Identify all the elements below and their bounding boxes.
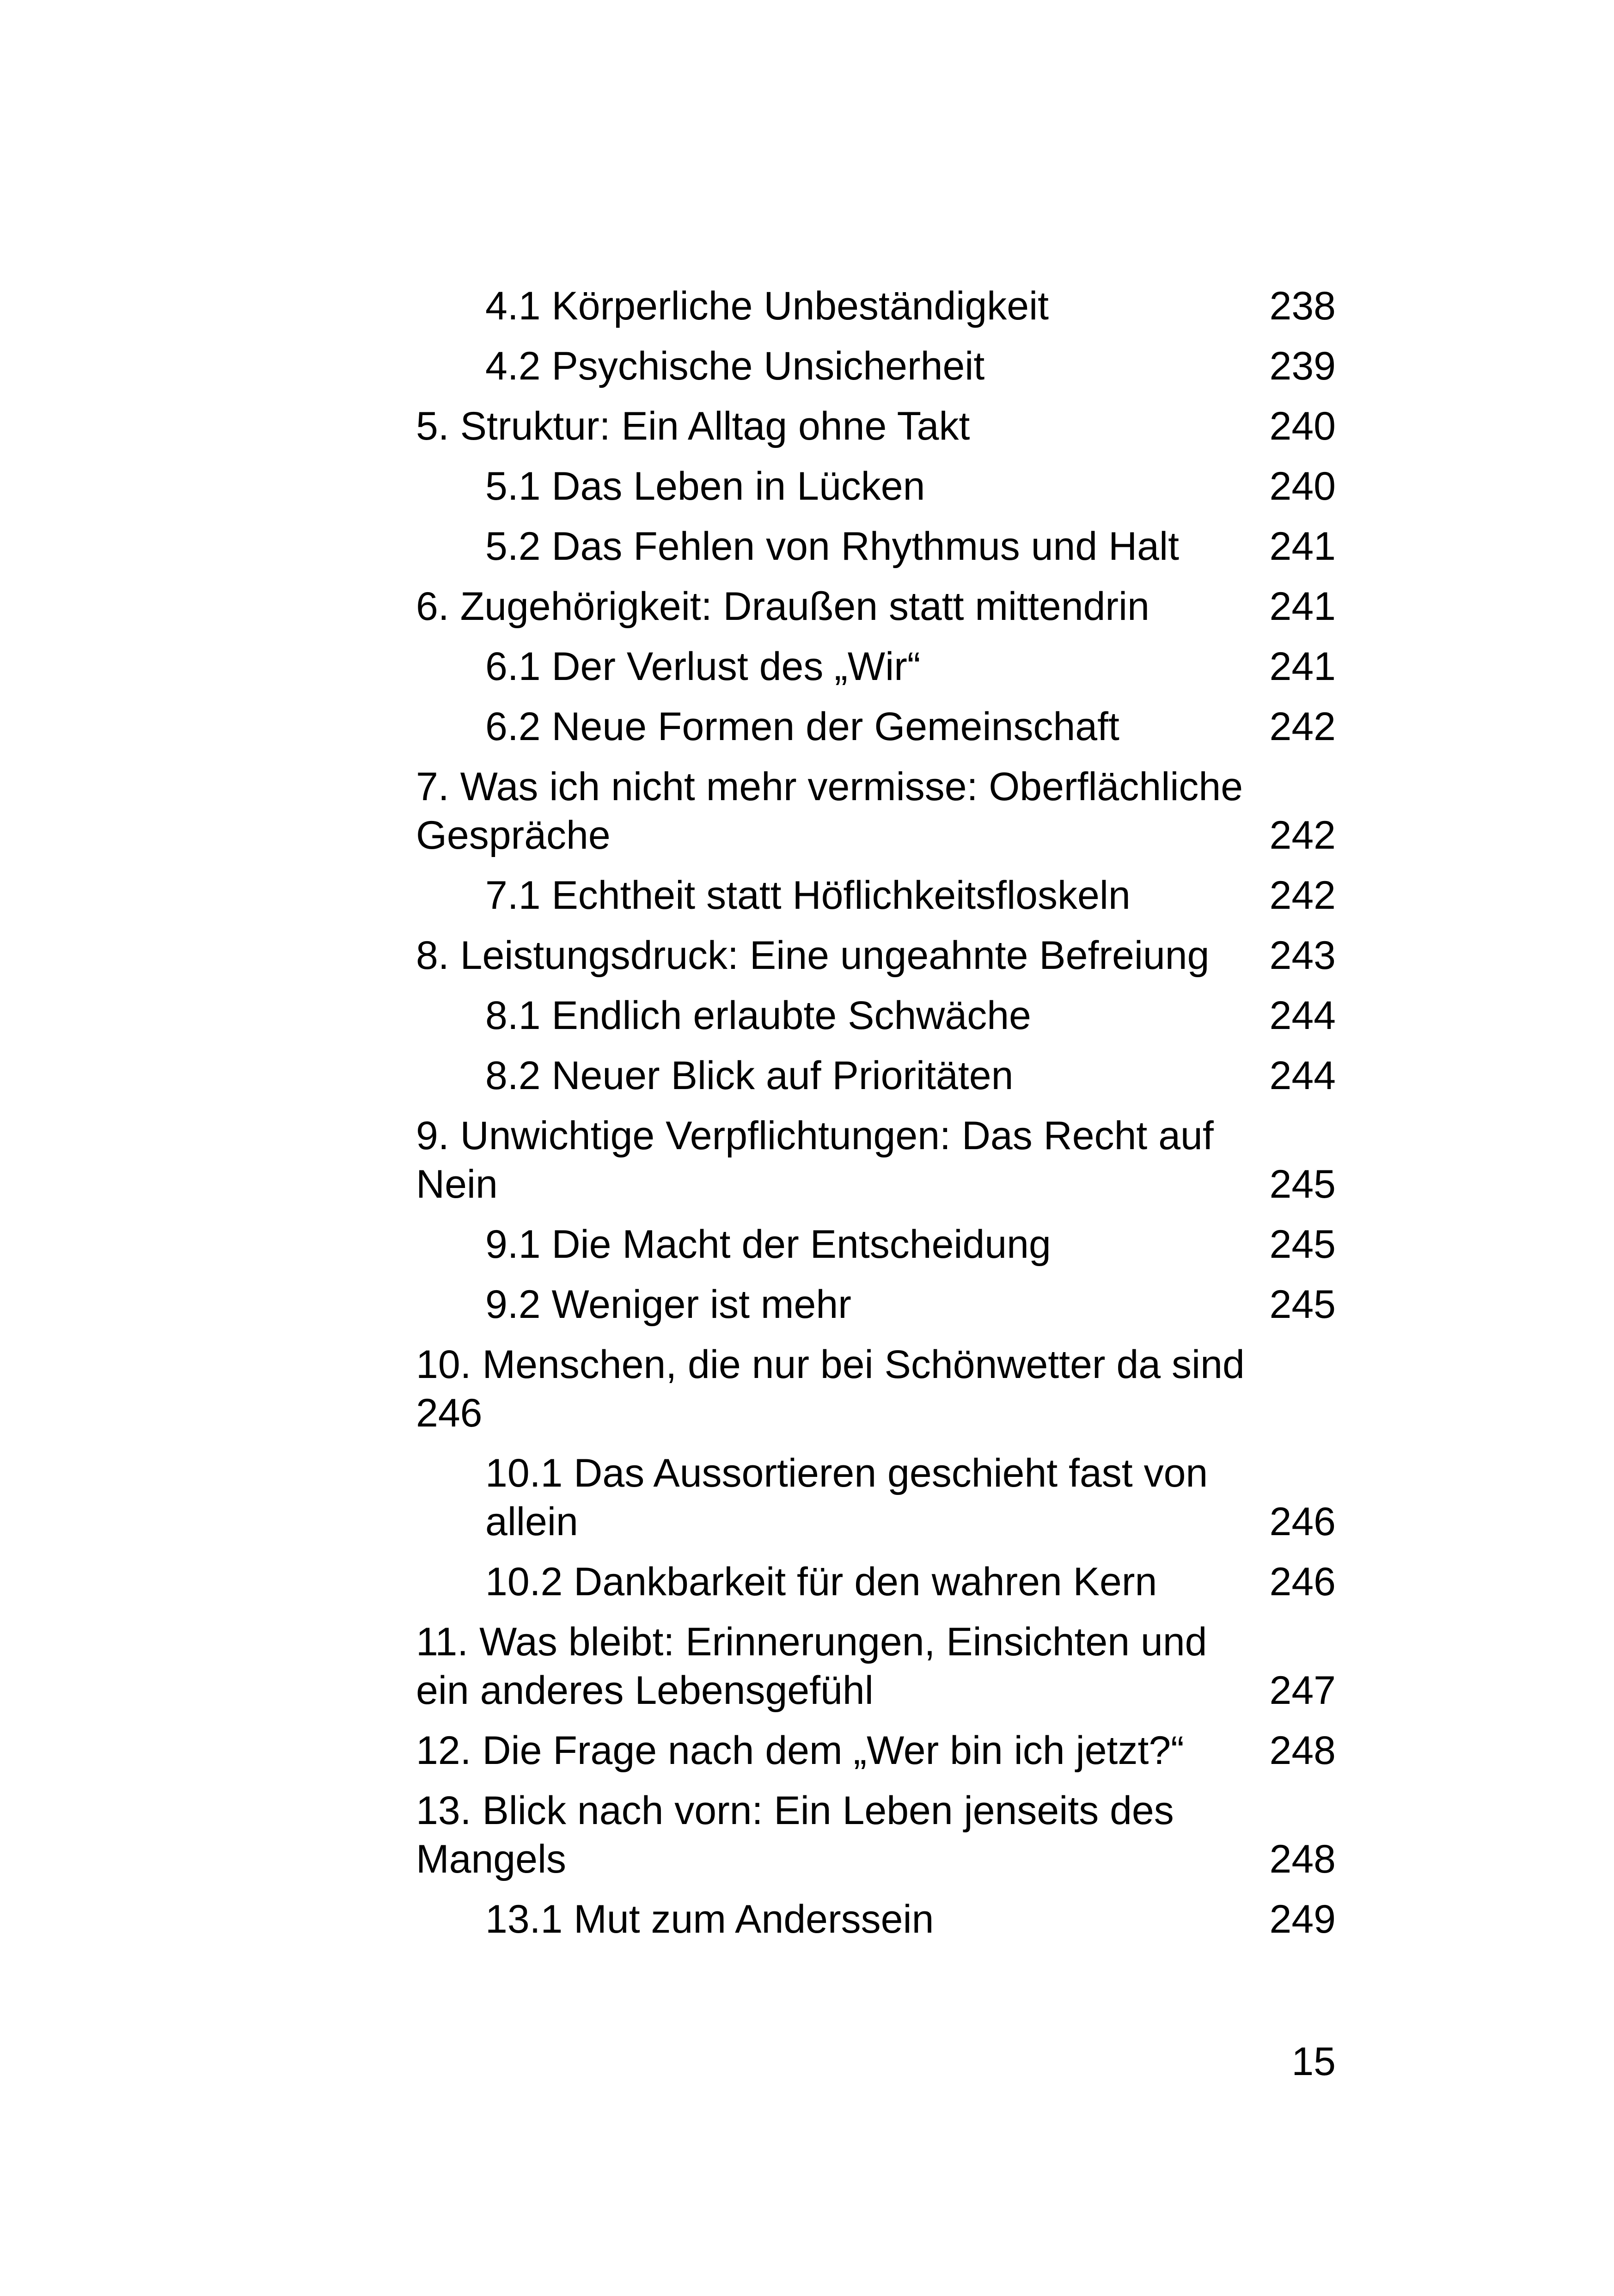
toc-entry-page: 241: [1269, 644, 1336, 689]
toc-entry-page: 241: [1269, 584, 1336, 629]
toc-entry-title: 7. Was ich nicht mehr vermisse: Oberflächliche Gespräche: [416, 765, 1243, 857]
toc-entry-page: 240: [1269, 464, 1336, 508]
toc-entry: [485, 1449, 1336, 1546]
toc-entry-page: 240: [1269, 404, 1336, 448]
toc-entry-title: 13.1 Mut zum Anderssein: [485, 1897, 934, 1941]
toc-entry-page: 244: [1269, 1053, 1336, 1098]
toc-entry-page: 238: [1269, 284, 1336, 328]
toc-entry-page: 241: [1269, 524, 1336, 569]
toc-entry-page: 246: [1269, 1500, 1336, 1544]
toc-entry-title: 4.1 Körperliche Unbeständigkeit: [485, 284, 1049, 328]
toc-entry-title: 4.2 Psychische Unsicherheit: [485, 344, 985, 388]
toc-entry: [485, 282, 1336, 331]
toc-entry-title: 6. Zugehörigkeit: Draußen statt mittendrin: [416, 584, 1149, 629]
toc-entry-page: 245: [1269, 1282, 1336, 1327]
toc-entry-title: 8.1 Endlich erlaubte Schwäche: [485, 993, 1031, 1038]
toc-entry: [416, 1727, 1336, 1775]
toc-entry-title: 6.1 Der Verlust des „Wir“: [485, 644, 921, 689]
toc-entry-title: 7.1 Echtheit statt Höflichkeitsfloskeln: [485, 873, 1131, 918]
toc-entry-page: 247: [1269, 1668, 1336, 1713]
toc-entry-page: 239: [1269, 344, 1336, 388]
toc-entry-title: 12. Die Frage nach dem „Wer bin ich jetzt?“: [416, 1728, 1184, 1773]
toc-entry: [416, 402, 1336, 451]
toc-entry: [485, 1558, 1336, 1606]
toc-entry: [485, 992, 1336, 1040]
toc-entry-page: 249: [1269, 1897, 1336, 1941]
toc-entry: [416, 1787, 1336, 1884]
toc-entry: [416, 582, 1336, 631]
toc-entry-title: 10. Menschen, die nur bei Schönwetter da sind: [416, 1342, 1245, 1387]
toc-entry: [416, 931, 1336, 980]
toc-entry: [485, 643, 1336, 691]
toc-entry-page: 242: [1269, 704, 1336, 749]
toc-entry-title: 5.1 Das Leben in Lücken: [485, 464, 925, 508]
toc-entry: [416, 1618, 1336, 1715]
toc-entry: [416, 1112, 1336, 1209]
toc-entry: [485, 1052, 1336, 1100]
toc-entry-page: 248: [1269, 1728, 1336, 1773]
toc-entry: [485, 1895, 1336, 1944]
toc-entry-page: 246: [416, 1391, 483, 1435]
toc-entry-page: 246: [1269, 1560, 1336, 1604]
toc-entry-title: 9. Unwichtige Verpflichtungen: Das Recht auf Nein: [416, 1114, 1214, 1206]
toc-entry-page: 248: [1269, 1837, 1336, 1881]
toc-entry: [485, 462, 1336, 511]
toc-entry: [416, 763, 1336, 860]
toc-entry-page: 243: [1269, 933, 1336, 978]
toc-entry-title: 13. Blick nach vorn: Ein Leben jenseits des Mangels: [416, 1788, 1174, 1881]
toc-entry: [416, 1341, 1336, 1438]
toc-entry-title: 8.2 Neuer Blick auf Prioritäten: [485, 1053, 1014, 1098]
table-of-contents: [416, 282, 1336, 1955]
toc-entry-title: 5. Struktur: Ein Alltag ohne Takt: [416, 404, 970, 448]
toc-entry: [485, 1280, 1336, 1329]
toc-entry-title: 9.2 Weniger ist mehr: [485, 1282, 851, 1327]
toc-entry: [485, 342, 1336, 391]
page-number: 15: [1291, 2039, 1336, 2084]
toc-entry-page: 242: [1269, 873, 1336, 918]
toc-entry-title: 10.1 Das Aussortieren geschieht fast von allein: [485, 1451, 1208, 1544]
toc-entry-title: 9.1 Die Macht der Entscheidung: [485, 1222, 1051, 1267]
toc-entry-title: 8. Leistungsdruck: Eine ungeahnte Befreiung: [416, 933, 1210, 978]
toc-entry: [485, 1220, 1336, 1269]
toc-entry-title: 6.2 Neue Formen der Gemeinschaft: [485, 704, 1119, 749]
toc-entry-page: 242: [1269, 813, 1336, 857]
toc-entry: [485, 703, 1336, 751]
toc-entry: [485, 522, 1336, 571]
toc-entry: [485, 871, 1336, 920]
toc-entry-title: 10.2 Dankbarkeit für den wahren Kern: [485, 1560, 1157, 1604]
toc-entry-page: 244: [1269, 993, 1336, 1038]
toc-entry-page: 245: [1269, 1222, 1336, 1267]
toc-entry-page: 245: [1269, 1162, 1336, 1206]
toc-entry-title: 11. Was bleibt: Erinnerungen, Einsichten und ein anderes Lebensgefühl: [416, 1620, 1207, 1713]
toc-entry-title: 5.2 Das Fehlen von Rhythmus und Halt: [485, 524, 1180, 569]
